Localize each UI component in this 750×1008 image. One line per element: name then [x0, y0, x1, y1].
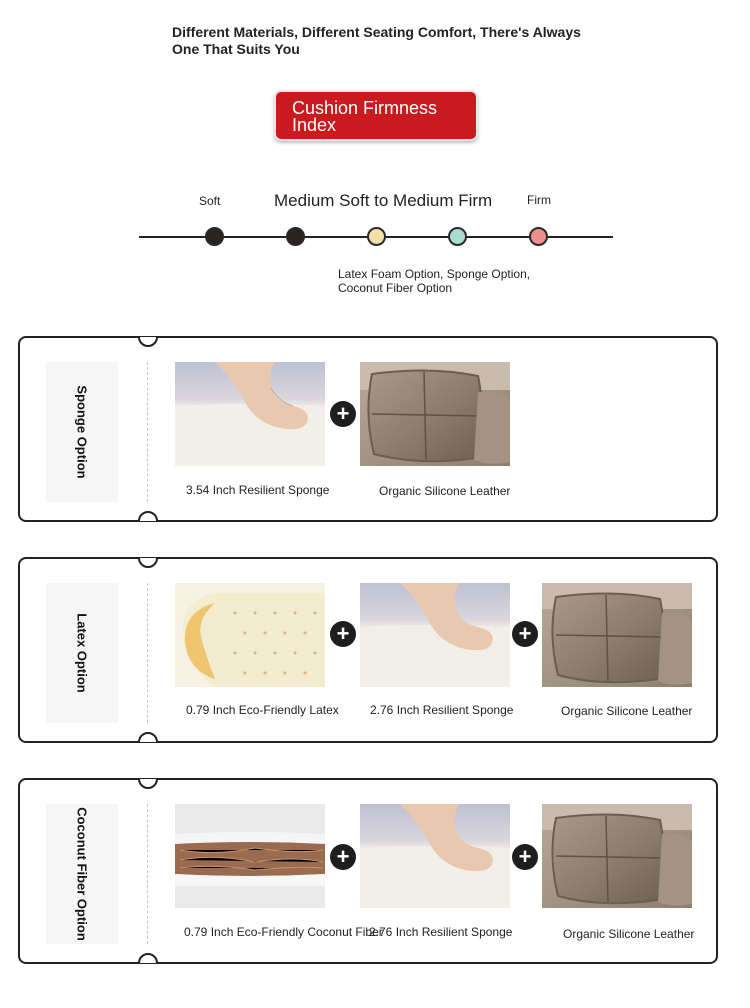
- firmness-badge-label: Cushion Firmness Index: [292, 98, 438, 135]
- scale-dot: [205, 227, 224, 246]
- scale-middle-label: Medium Soft to Medium Firm: [274, 191, 493, 210]
- card-notch: [138, 548, 158, 568]
- plus-icon: +: [330, 401, 356, 427]
- material-caption: 0.79 Inch Eco-Friendly Coconut Fiber: [184, 925, 383, 939]
- option-label-panel: [46, 583, 118, 723]
- card-notch: [138, 953, 158, 973]
- dashed-divider: [147, 583, 148, 723]
- option-label-panel: [46, 362, 118, 502]
- card-notch: [138, 732, 158, 752]
- card-notch: [138, 327, 158, 347]
- plus-icon: +: [330, 621, 356, 647]
- latex-image: [175, 583, 325, 687]
- card-notch: [138, 511, 158, 531]
- sponge-option-card: [18, 336, 718, 522]
- scale-soft-label: Soft: [199, 194, 221, 208]
- leather-pillow-image: [360, 362, 510, 466]
- scale-dot: [448, 227, 467, 246]
- dashed-divider: [147, 362, 148, 502]
- material-caption: 3.54 Inch Resilient Sponge: [186, 483, 330, 497]
- sponge-image: [175, 362, 325, 466]
- scale-firm-label: Firm: [527, 193, 551, 207]
- sponge-image: [360, 583, 510, 687]
- scale-dot: [286, 227, 305, 246]
- option-label: Sponge Option: [74, 385, 90, 479]
- headline: Different Materials, Different Seating Comfort, There's Always One That Suits You: [172, 24, 581, 57]
- material-caption: 2.76 Inch Resilient Sponge: [370, 703, 514, 717]
- option-label: Latex Option: [74, 613, 90, 693]
- card-notch: [138, 769, 158, 789]
- firmness-badge: [274, 90, 478, 141]
- scale-note: Latex Foam Option, Sponge Option, Coconut Fiber Option: [338, 267, 531, 295]
- scale-dot: [367, 227, 386, 246]
- leather-pillow-image: [542, 804, 692, 908]
- coconut-fiber-option-card: [18, 778, 718, 964]
- coconut-fiber-image: [175, 804, 325, 908]
- plus-icon: +: [330, 844, 356, 870]
- material-caption: Organic Silicone Leather: [561, 704, 693, 718]
- leather-pillow-image: [542, 583, 692, 687]
- plus-icon: +: [512, 621, 538, 647]
- sponge-image: [360, 804, 510, 908]
- dashed-divider: [147, 804, 148, 944]
- option-label: Coconut Fiber Option: [74, 807, 90, 941]
- plus-icon: +: [512, 844, 538, 870]
- material-caption: 0.79 Inch Eco-Friendly Latex: [186, 703, 339, 717]
- scale-dot: [529, 227, 548, 246]
- option-label-panel: [46, 804, 118, 944]
- material-caption: 2.76 Inch Resilient Sponge: [369, 925, 513, 939]
- material-caption: Organic Silicone Leather: [563, 927, 695, 941]
- material-caption: Organic Silicone Leather: [379, 484, 511, 498]
- latex-option-card: [18, 557, 718, 743]
